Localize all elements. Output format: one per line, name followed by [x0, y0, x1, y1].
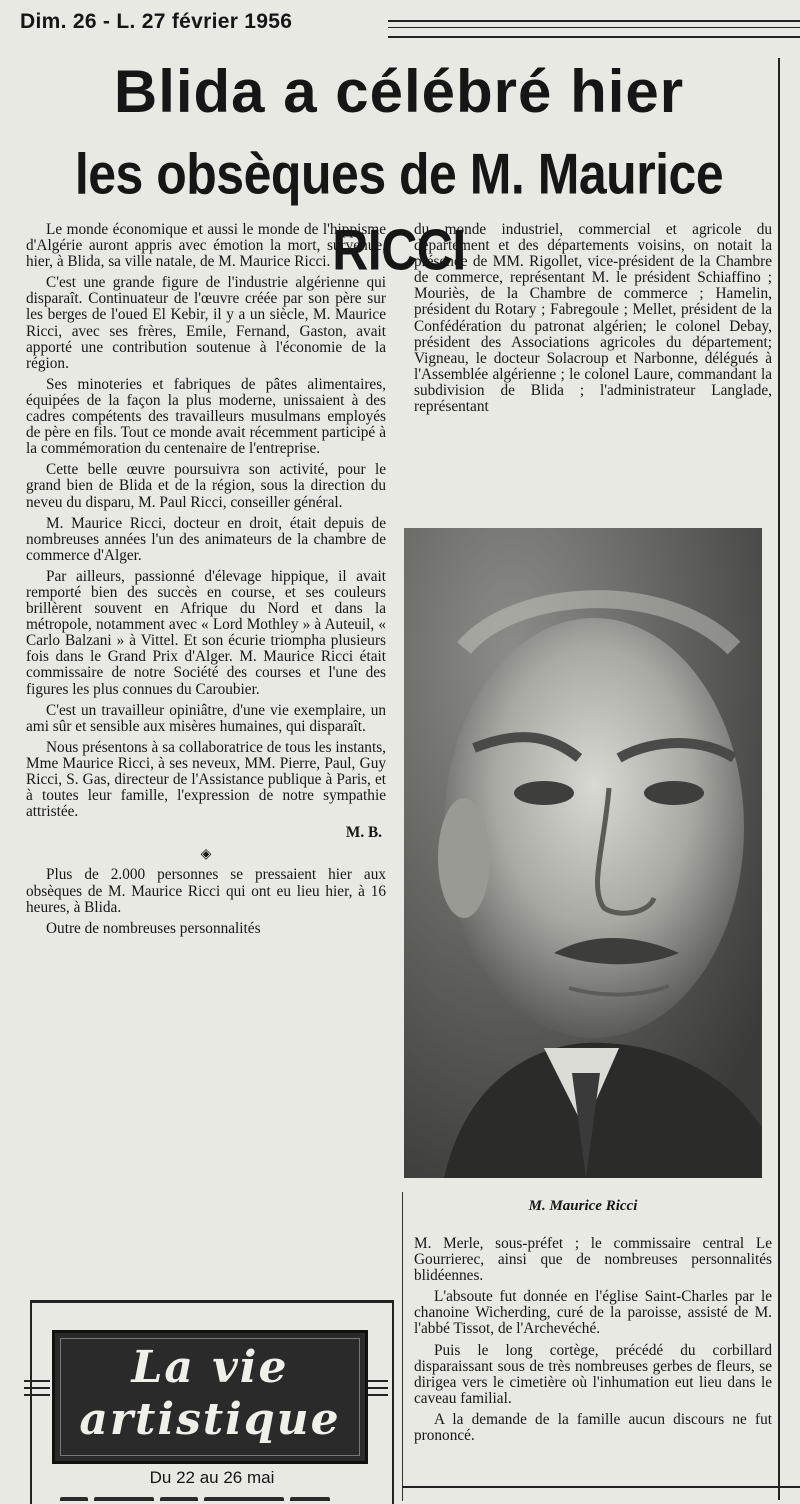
- article-paragraph: Le monde économique et aussi le monde de l'hippisme d'Algérie auront appris avec émotion la mort, survenue, hier, à Blida, sa ville natale, de M. Maurice Ricci.: [26, 221, 386, 271]
- article-paragraph: Ses minoteries et fabriques de pâtes alimentaires, équipées de la façon la plus moderne, unissaient à des cadres compétents des travailleurs musulmans employés de père en fils. Tout ce monde avait récemment participé à la commémoration du centenaire de l'entreprise.: [26, 375, 386, 458]
- article-signature: M. B.: [345, 824, 382, 842]
- article-paragraph: M. Maurice Ricci, docteur en droit, était depuis de nombreuses années l'un des animateurs de la chambre de commerce d'Alger.: [26, 514, 386, 564]
- ad-title-line-1: La vie: [131, 1342, 289, 1393]
- ad-title-line-2: artistique: [79, 1394, 341, 1445]
- article-paragraph: L'absoute fut donnée en l'église Saint-Charles par le chanoine Wicherding, curé de la paroisse, assisté de M. l'abbé Tissot, de l'Archevéché.: [414, 1288, 772, 1338]
- article-left-column: [26, 222, 386, 942]
- column-border-right: [778, 58, 780, 1500]
- dateline-rule: [388, 20, 800, 38]
- article-paragraph: C'est une grande figure de l'industrie algérienne qui disparaît. Continuateur de l'œuvre créée par son père sur les berges de l'oued El Kebir, il y a un siècle, M. Maurice Ricci, avec ses frères, Emile, Fernand, Gaston, avait apporté une contribution soutenue à l'économie de la région.: [26, 274, 386, 372]
- article-paragraph: M. Merle, sous-préfet ; le commissaire central Le Gourrierec, ainsi que de nombreuses personnalités blidéennes.: [414, 1235, 772, 1285]
- article-right-column-bottom: [414, 1236, 772, 1449]
- column-border-middle: [402, 1192, 403, 1501]
- headline-line-2: les obsèques de M. Maurice RICCI: [74, 141, 724, 283]
- portrait-photo-graphic: [404, 528, 762, 1178]
- article-paragraph: Puis le long cortège, précédé du corbillard disparaissant sous de très nombreuses gerbes de fleurs, se dirigea vers le cimetière où l'inhumation eut lieu dans le caveau familial.: [414, 1341, 772, 1407]
- column-border-bottom: [402, 1486, 800, 1488]
- article-paragraph: C'est un travailleur opiniâtre, d'une vie exemplaire, un ami sûr et sensible aux misères humaines, qui disparaît.: [26, 701, 386, 735]
- article-paragraph: Par ailleurs, passionné d'élevage hippique, il avait remporté bien des succès en course, et ses couleurs brillèrent souvent en Afrique du Nord et dans la métropole, notamment avec « Lord Mothley » à Auteuil, « Carlo Balzani » à Vittel. Et son écurie triompha plusieurs fois dans le Grand Prix d'Alger. M. Maurice Ricci était commissaire de notre Société des courses et l'une des figures les plus connues du Caroubier.: [26, 567, 386, 698]
- article-paragraph: Cette belle œuvre poursuivra son activité, pour le grand bien de Blida et de la région, sous la direction du neveu du disparu, M. Paul Ricci, conseiller général.: [26, 461, 386, 511]
- ad-cut-text: [60, 1492, 360, 1501]
- section-separator-icon: ◈: [200, 847, 212, 863]
- funeral-paragraph: Outre de nombreuses personnalités: [46, 919, 261, 937]
- portrait-photo: [404, 528, 762, 1178]
- dateline: Dim. 26 - L. 27 février 1956: [20, 10, 293, 33]
- article-paragraph: A la demande de la famille aucun discours ne fut prononcé.: [414, 1410, 772, 1445]
- headline-line-1: Blida a célébré hier: [113, 58, 685, 125]
- article-paragraph: Nous présentons à sa collaboratrice de tous les instants, Mme Maurice Ricci, à ses neveux, MM. Pierre, Paul, Guy Ricci, S. Gas, directeur de l'Assistance publique à Paris, et à toutes leur famille, l'expression de notre sympathie attristée.: [26, 738, 386, 821]
- article-right-column-top: [414, 222, 772, 420]
- photo-caption: M. Maurice Ricci: [528, 1198, 638, 1214]
- article-paragraph: du monde industriel, commercial et agricole du département et des départements voisins, on notait la présence de MM. Rigollet, vice-président de la Chambre de commerce, représentant M. le président Schiaffino ; Mouriès, de la Chambre de commerce ; Hamelin, président du Rotary ; Fabregoule ; Mellet, président de la Confédération du patronat algérien; le colonel Debay, président des Associations agricoles du département; Vigneau, le docteur Solacroup et Narbonne, délégués à l'Assemblée algérienne ; le colonel Laure, commandant la subdivision de Blida ; l'administrateur Langlade, représentant: [414, 221, 772, 416]
- ad-banner: [52, 1330, 368, 1464]
- ad-dates: Du 22 au 26 mai: [149, 1468, 275, 1487]
- ad-decorative-lines-left: [24, 1380, 50, 1401]
- funeral-paragraph: Plus de 2.000 personnes se pressaient hier aux obsèques de M. Maurice Ricci qui ont eu lieu hier, à 16 heures, à Blida.: [26, 866, 386, 916]
